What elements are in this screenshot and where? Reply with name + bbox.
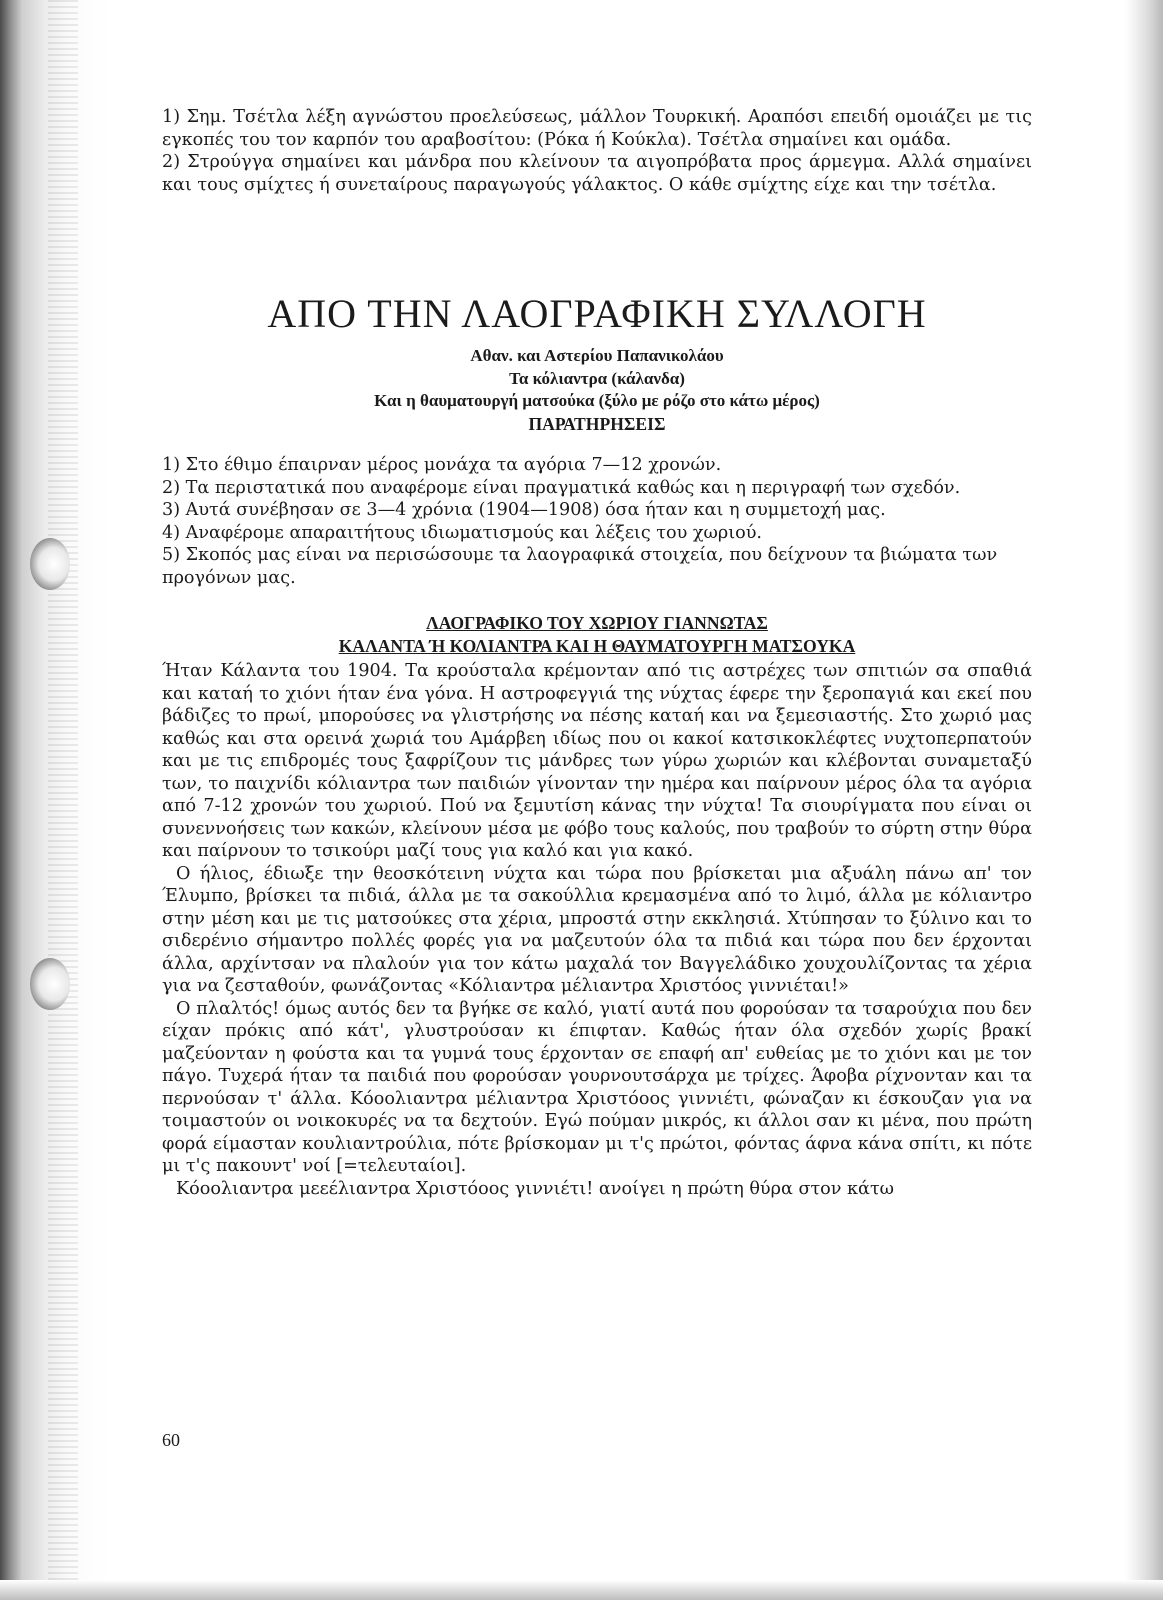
footnote-2: 2) Στρούγγα σημαίνει και μάνδρα που κλείνουν τα αιγοπρόβατα προς άρμεγμα. Αλλά σημαίνει και τους σμίχτες ή συνεταίρους παραγωγούς γάλακτος. Ο κάθε σμίχτης είχε και την τσέτλα.: [162, 152, 1032, 195]
subtitle-matsouka: Και η θαυματουργή ματσούκα (ξύλο με ρόζο στο κάτω μέρος): [374, 391, 820, 410]
authors: Αθαν. και Αστερίου Παπανικολάου: [470, 346, 724, 365]
binder-ring: [30, 958, 70, 1010]
binding-shadow: [48, 0, 78, 1600]
body-paragraph: Ήταν Κάλαντα του 1904. Τα κρούσταλα κρέμονταν από τις αστρέχες των σπιτιών σα σπαθιά και καταή το χιόνι ήταν ένα γόνα. Η αστροφεγγιά της νύχτας έφερε την ξεροπαγιά και εκεί που βάδιζες το πρωί, μπορούσες να γλιστρήσης να πέσης καταή και να ξεμεσιαστής. Στο χωριό μας καθώς και στα ορεινά χωριά του Αμάρβεη ιδίως που οι κακοί κατσικοκλέφτες νυχτοπερπατούν και με τις επιδρομές τους ξαφρίζουν τις μάνδρες των γύρω χωριών και κλέβονται συναμεταξύ των, το παιχνίδι κόλιαντρα των παιδιών γίνονταν την ημέρα και παίρνουν μέρος όλα τα αγόρια από 7-12 χρονών του χωριού. Πού να ξεμυτίση κάνας την νύχτα! Τα σιουρίγματα που είναι οι συνεννοήσεις των κακών, κλείνουν μέσα με φόβο τους καλούς, που τραβούν το σύρτη στην θύρα και παίρνουν το τσικούρι μαζί τους για καλό και για κακό.: [162, 661, 1032, 861]
observation-item: 5) Σκοπός μας είναι να περισώσουμε τα λαογραφικά στοιχεία, που δείχνουν τα βιώματα των προγόνων μας.: [162, 545, 998, 588]
observation-item: 1) Στο έθιμο έπαιρναν μέρος μονάχα τα αγόρια 7—12 χρονών.: [162, 455, 722, 475]
observations-list: [162, 454, 1032, 589]
page-bottom-edge: [0, 1580, 1163, 1600]
observation-item: 2) Τα περιστατικά που αναφέρομε είναι πραγματικά καθώς και η περιγραφή των σχεδόν.: [162, 477, 961, 498]
body-paragraph: Ο ήλιος, έδιωξε την θεοσκότεινη νύχτα και τώρα που βρίσκεται μια αξυάλη πάνω απ' τον Έλυμπο, βρίσκει τα πιδιά, άλλα με τα σακούλλια κρεμασμένα από το λιμό, άλλα με κόλιαντρο στην μέση και με τις ματσούκες στα χέρια, μπροστά στην εκκλησιά. Χτύπησαν το ξύλινο και το σιδερένιο σήμαντρο πολλές φορές για να μαζευτούν όλα τα πιδιά και τώρα που δεν έρχονται άλλα, αρχίντσαν να πλαλούν για τον κάτω μαχαλά τον Βαγγελάδικο χουχουλίζοντας τα χέρια για να ζεσταθούν, φωνάζοντας «Κόλιαντρα μέλιαντρα Χριστόος γιννιέται!»: [162, 863, 1032, 996]
footnote-1: 1) Σημ. Τσέτλα λέξη αγνώστου προελεύσεως, μάλλον Τουρκική. Αραπόσι επειδή ομοιάζει με τις εγκοπές του τον καρπόν του αραβοσίτου: (Ρόκα ή Κούκλα). Τσέτλα σημαίνει και ομάδα.: [162, 107, 1032, 150]
subtitle-kolintra: Τα κόλιαντρα (κάλανδα): [509, 368, 685, 388]
page-number: 60: [162, 1430, 180, 1450]
subtitle-block: [162, 345, 1032, 435]
footnotes: [162, 106, 1032, 196]
body-paragraph: Κόοολιαντρα μεεέλιαντρα Χριστόοος γιννιέτι! ανοίγει η πρώτη θύρα στον κάτω: [176, 1178, 895, 1199]
article-body: [162, 660, 1032, 1200]
section-heading-kalanta: ΚΑΛΑΝΤΑ Ή ΚΟΛΙΑΝΤΡΑ ΚΑΙ Η ΘΑΥΜΑΤΟΥΡΓΗ ΜΑΤΣΟΥΚΑ: [338, 636, 856, 656]
binder-ring: [30, 538, 70, 590]
page-title: ΑΠΟ ΤΗΝ ΛΑΟΓΡΑΦΙΚΗ ΣΥΛΛΟΓΗ: [267, 291, 927, 336]
observation-item: 3) Αυτά συνέβησαν σε 3—4 χρόνια (1904—1908) όσα ήταν και η συμμετοχή μας.: [162, 500, 886, 520]
body-paragraph: Ο πλαλτός! όμως αυτός δεν τα βγήκε σε καλό, γιατί αυτά που φορούσαν τα τσαρούχια που δεν είχαν πρόκις από κάτ', γλυστρούσαν κι έπιφταν. Καθώς ήταν όλα σχεδόν χωρίς βρακί μαζεύονταν η φούστα και τα γυμνά τους έρχονταν σε επαφή απ' ευθείας με το χιόνι και με τον πάγο. Τυχερά ήταν τα παιδιά που φορούσαν γουρνουτσάρχα με τρίχες. Άφοβα ρίχνονταν και τα περνούσαν τ' άλλα. Κόοολιαντρα μέλιαντρα Χριστόοος γιννιέτι, φώναζαν κι έσκουζαν για να τοιμαστούν οι νοικοκυρές να τα δεχτούν. Εγώ πούμαν μικρός, κι άλλοι σαν κι μένα, που πρώτη φορά είμασταν κουλιαντρούλια, πότε βρίσκομαν μι τ'ς πρώτοι, φόντας άφνα κάνα σπίτι, κι πότε μι τ'ς πακουντ' νοί [=τελευταίοι].: [162, 998, 1032, 1176]
observation-item: 4) Αναφέρομε απαραιτήτους ιδιωματισμούς και λέξεις του χωριού.: [162, 522, 763, 543]
section-heading-village: ΛΑΟΓΡΑΦΙΚΟ ΤΟΥ ΧΩΡΙΟΥ ΓΙΑΝΝΩΤΑΣ: [426, 613, 768, 633]
observations-heading: ΠΑΡΑΤΗΡΗΣΕΙΣ: [528, 413, 666, 434]
